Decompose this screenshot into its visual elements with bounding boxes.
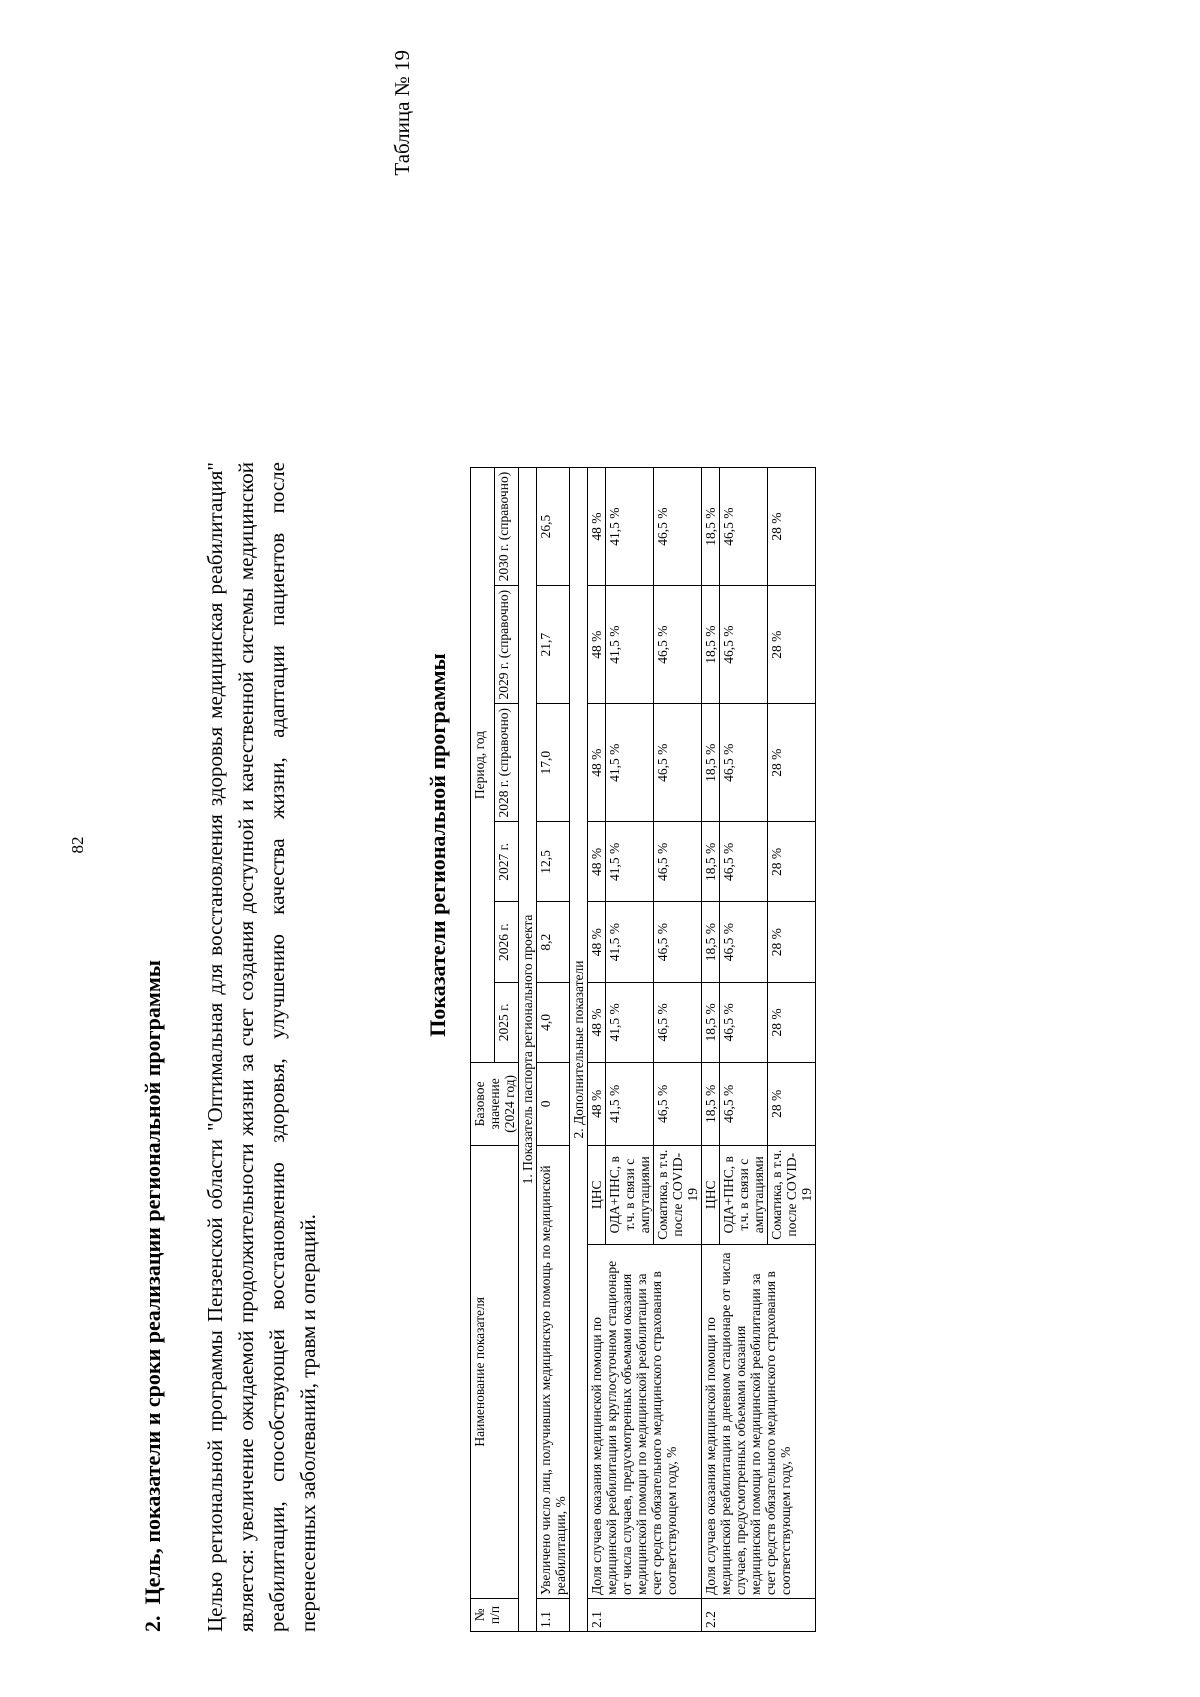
row-value: 46,5 % [720,586,768,704]
row-value: 18,5 % [702,468,720,586]
row-value: 46,5 % [654,902,702,982]
header-year: 2025 г. [495,982,519,1062]
row-value: 41,5 % [606,704,654,822]
row-name: Доля случаев оказания медицинской помощи по медицинской реабилитации в круглосуточном стационаре от числа случаев, предусмотренных объемами оказания медицинской помощи по медицинской реабилитации за счет средств обязательного медицинского страхования в соответствующем году, % [588,1244,702,1598]
row-num: 2.2 [702,1598,816,1631]
row-base: 0 [537,1063,570,1146]
row-value: 41,5 % [606,902,654,982]
subrow-label: Соматика, в т.ч. после COVID-19 [768,1145,816,1244]
table-row [702,468,720,1632]
row-value: 26,5 [537,468,570,586]
row-value: 46,5 % [654,586,702,704]
row-num: 1.1 [537,1598,570,1631]
row-name: Увеличено число лиц, получивших медицинскую помощь по медицинской реабилитации, % [537,1145,570,1598]
page-number: 82 [68,836,87,854]
goal-paragraph: Целью региональной программы Пензенской области "Оптимальная для восстановления здоровья медицинская реабилитация" является: увеличение ожидаемой продолжительности жизни за счет создания доступной и качественной системы медицинской реабилитации, способствующей восстановлению здоровья, улучшению качества жизни, адаптации пациентов после перенесенных заболеваний, травм и операций. [203,462,320,1632]
row-value: 18,5 % [702,586,720,704]
section-row [519,468,537,1632]
header-year: 2026 г. [495,902,519,982]
indicators-table [470,467,816,1632]
row-value: 18,5 % [702,982,720,1062]
table-number: Таблица № 19 [390,50,414,176]
row-value: 18,5 % [702,822,720,902]
row-value: 46,5 % [720,982,768,1062]
table-row [537,468,570,1632]
row-value: 46,5 % [654,468,702,586]
section-row [570,468,588,1632]
row-value: 46,5 % [720,902,768,982]
row-value: 28 % [768,822,816,902]
section-1-label: 1. Показатель паспорта регионального проекта [519,468,537,1632]
row-value: 41,5 % [606,822,654,902]
subrow-label: ЦНС [588,1145,606,1244]
row-value: 4,0 [537,982,570,1062]
row-value: 28 % [768,982,816,1062]
row-value: 8,2 [537,902,570,982]
row-value: 18,5 % [702,902,720,982]
subrow-label: Соматика, в т.ч. после COVID-19 [654,1145,702,1244]
row-value: 48 % [588,468,606,586]
row-value: 48 % [588,982,606,1062]
row-base: 46,5 % [720,1063,768,1146]
row-value: 46,5 % [654,982,702,1062]
subrow-label: ОДА+ПНС, в т.ч. в связи с ампутациями [606,1145,654,1244]
section-title [140,960,166,1632]
row-value: 48 % [588,902,606,982]
row-value: 21,7 [537,586,570,704]
row-value: 46,5 % [720,704,768,822]
row-value: 18,5 % [702,704,720,822]
rotated-content [68,50,1080,1640]
header-base: Базовое значение (2024 год) [471,1063,519,1146]
row-value: 46,5 % [654,704,702,822]
row-value: 28 % [768,468,816,586]
header-year: 2027 г. [495,822,519,902]
table-title: Показатели региональной программы [425,653,450,1037]
subrow-label: ЦНС [702,1145,720,1244]
subrow-label: ОДА+ПНС, в т.ч. в связи с ампутациями [720,1145,768,1244]
header-period: Период, год [471,468,495,1063]
header-name: Наименование показателя [471,1145,519,1598]
section-title-text: Цель, показатели и сроки реализации региональной программы [140,960,165,1605]
row-value: 48 % [588,586,606,704]
row-value: 46,5 % [654,822,702,902]
row-value: 46,5 % [720,468,768,586]
row-base: 41,5 % [606,1063,654,1146]
row-base: 48 % [588,1063,606,1146]
row-value: 46,5 % [720,822,768,902]
row-value: 41,5 % [606,982,654,1062]
section-number: 2. [140,1615,165,1632]
row-name: Доля случаев оказания медицинской помощи по медицинской реабилитации в дневном стационаре от числа случаев, предусмотренных объемами оказания медицинской помощи по медицинской реабилитации за счет средств обязательного медицинского страхования в соответствующем году, % [702,1244,816,1598]
row-value: 41,5 % [606,468,654,586]
table-row [588,468,606,1632]
row-value: 28 % [768,586,816,704]
header-year: 2030 г. (справочно) [495,468,519,586]
header-num: № п/п [471,1598,519,1631]
row-value: 48 % [588,704,606,822]
header-year: 2028 г. (справочно) [495,704,519,822]
row-value: 41,5 % [606,586,654,704]
row-value: 28 % [768,902,816,982]
row-value: 28 % [768,704,816,822]
header-year: 2029 г. (справочно) [495,586,519,704]
row-base: 46,5 % [654,1063,702,1146]
row-value: 12,5 [537,822,570,902]
table-header-row [471,468,495,1632]
row-base: 18,5 % [702,1063,720,1146]
row-value: 17,0 [537,704,570,822]
row-base: 28 % [768,1063,816,1146]
row-value: 48 % [588,822,606,902]
section-2-label: 2. Дополнительные показатели [570,468,588,1632]
row-num: 2.1 [588,1598,702,1631]
